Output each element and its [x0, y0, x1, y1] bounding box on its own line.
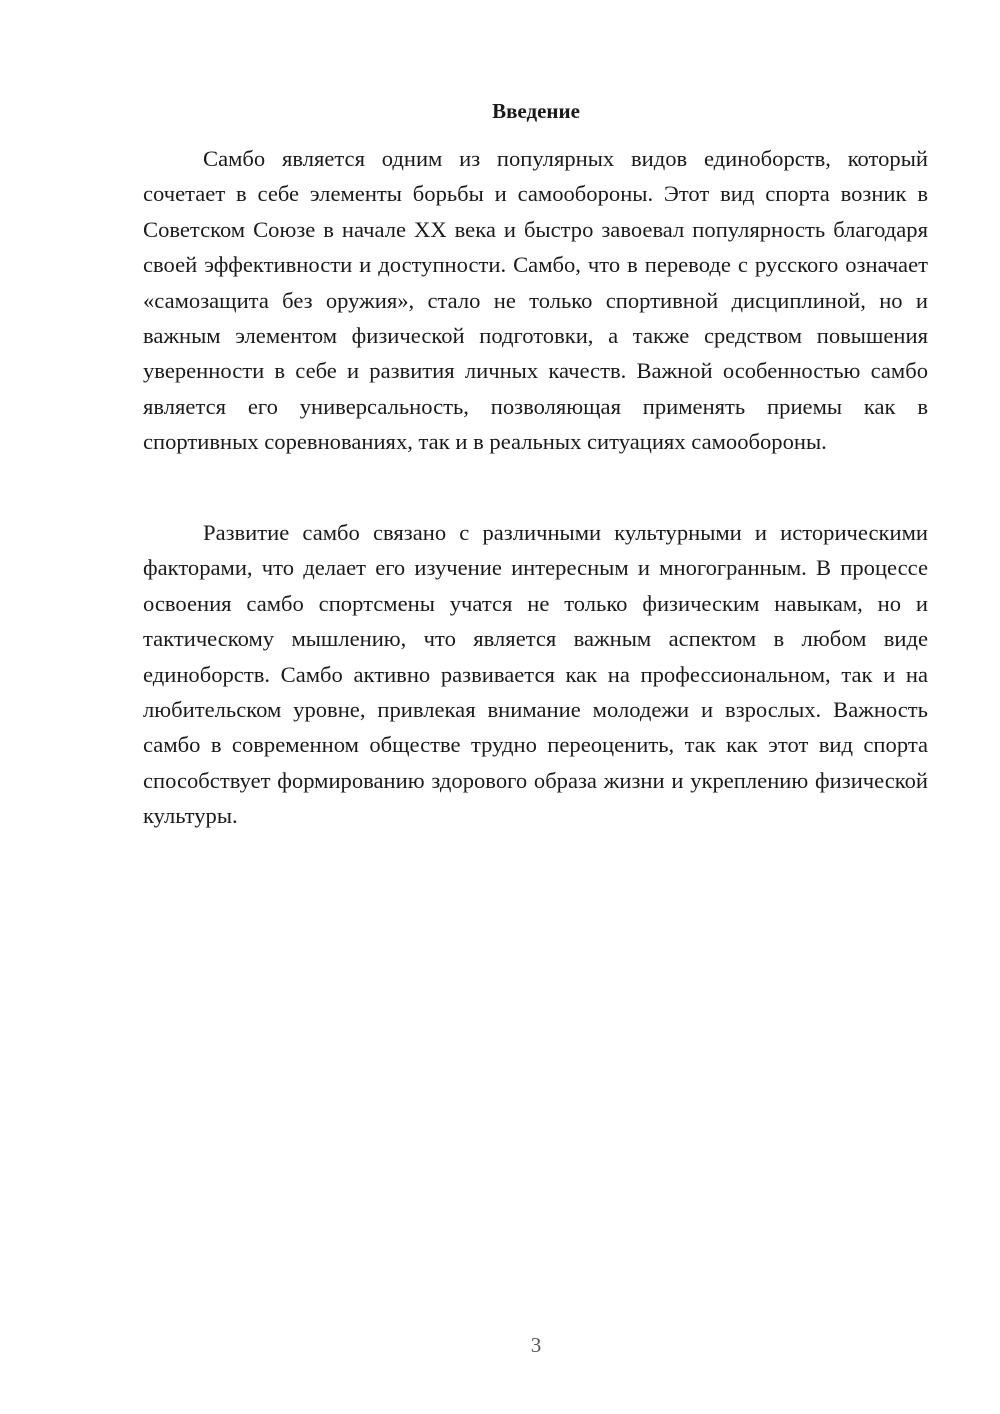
section-heading: Введение [492, 99, 580, 123]
page-number: 3 [530, 1333, 542, 1357]
paragraph-1: Самбо является одним из популярных видов единоборств, который сочетает в себе элементы борьбы и самообороны. Этот вид спорта возник в Советском Союзе в начале XX века и быстро завоевал популярность благодаря своей эффективности и доступности. Самбо, что в переводе с русского означает «самозащита без оружия», стало не только спортивной дисциплиной, но и важным элементом физической подготовки, а также средством повышения уверенности в себе и развития личных качеств. Важной особенностью самбо является его универсальность, позволяющая применять приемы как в спортивных соревнованиях, так и в реальных ситуациях самообороны. [143, 146, 928, 455]
paragraph-2: Развитие самбо связано с различными культурными и историческими факторами, что делает его изучение интересным и многогранным. В процессе освоения самбо спортсмены учатся не только физическим навыкам, но и тактическому мышлению, что является важным аспектом в любом виде единоборств. Самбо активно развивается как на профессиональном, так и на любительском уровне, привлекая внимание молодежи и взрослых. Важность самбо в современном обществе трудно переоценить, так как этот вид спорта способствует формированию здорового образа жизни и укреплению физической культуры. [143, 520, 928, 829]
